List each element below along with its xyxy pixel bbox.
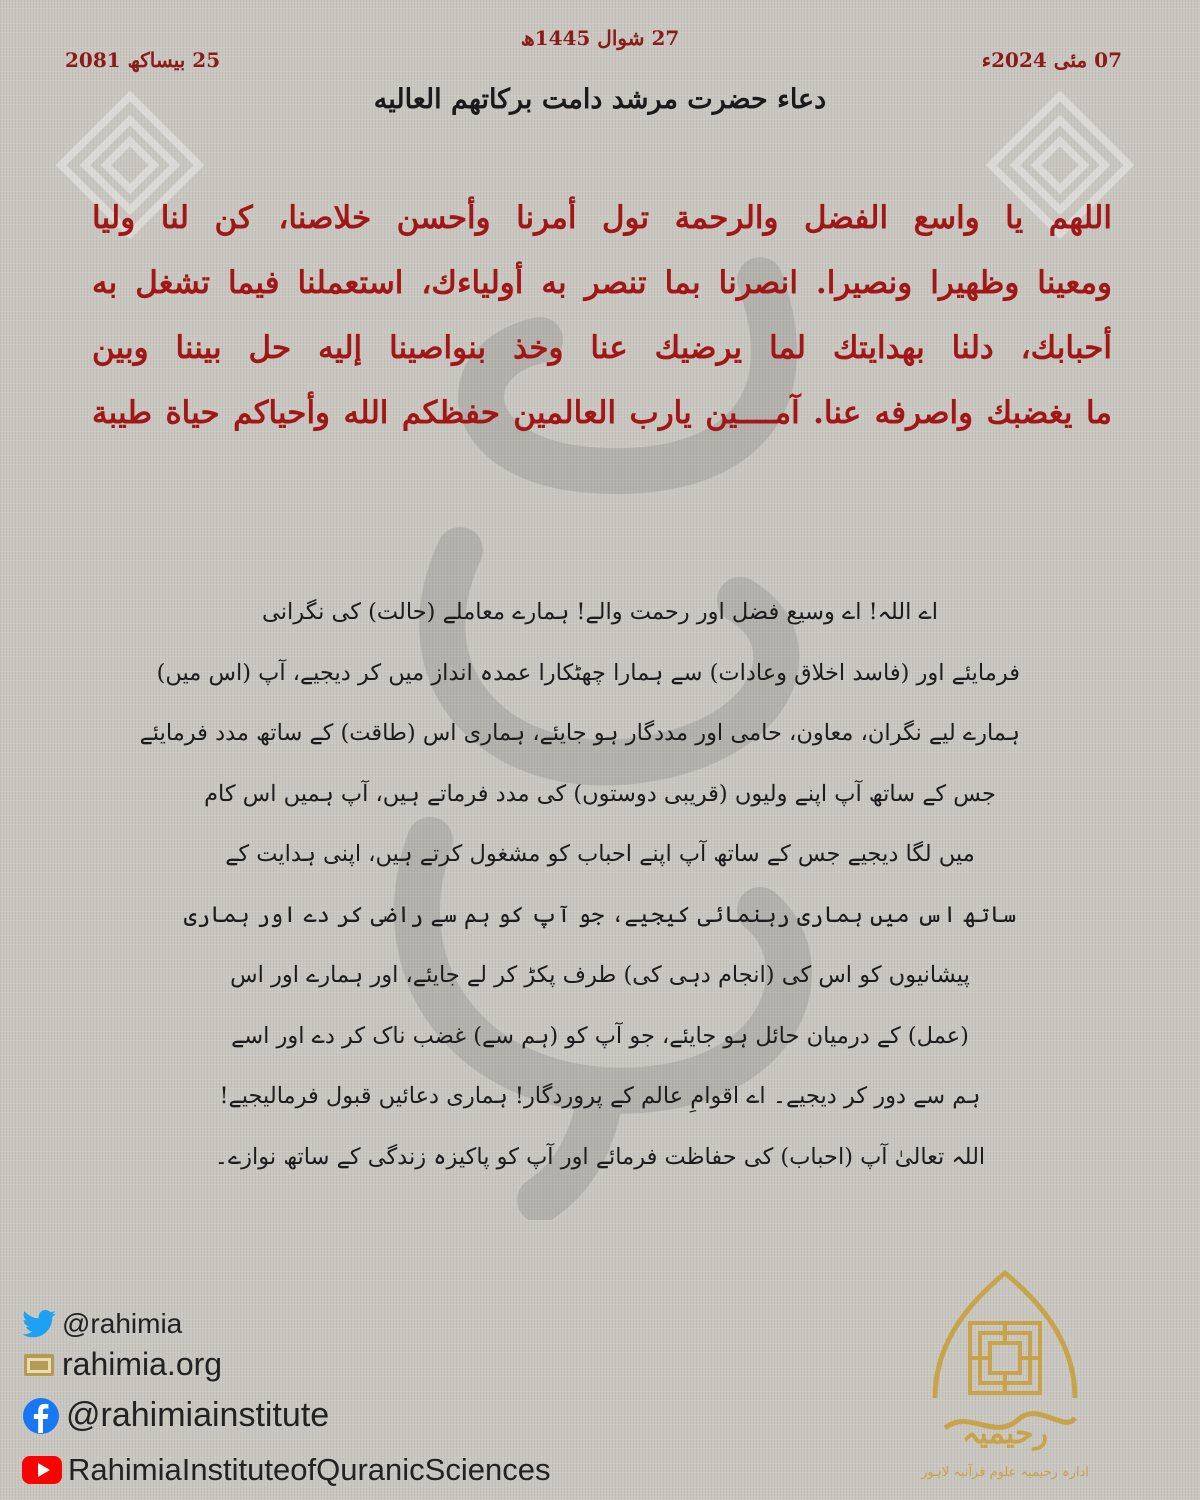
arabic-dua-line: ما يغضبك واصرفه عنا. آمــــين يارب العالمين حفظكم الله وأحياكم حياة طيبة bbox=[92, 395, 1112, 431]
logo-subtitle: ادارہ رحیمیہ علوم قرآنیہ لاہور bbox=[921, 1465, 1089, 1480]
urdu-line: جس کے ساتھ آپ اپنے ولیوں (قریبی دوستوں) کی مدد فرماتے ہیں، آپ ہمیں اس کام bbox=[204, 780, 996, 807]
urdu-line: اے اللہ! اے وسیع فضل اور رحمت والے! ہمارے معاملے (حالت) کی نگرانی bbox=[262, 599, 938, 625]
urdu-line: ہمارے لیے نگران، معاون، حامی اور مددگار ہو جایئے، ہماری اس (طاقت) کے ساتھ مدد فرمایئے bbox=[139, 720, 1020, 746]
arabic-dua bbox=[92, 186, 1112, 446]
facebook-handle: @rahimiainstitute bbox=[66, 1396, 330, 1434]
hijri-date: 27 شوال 1445ھ bbox=[520, 26, 680, 50]
urdu-line: پیشانیوں کو اس کی (انجام دہی کی) طرف پکڑ کر لے جایئے، اور ہمارے اور اس bbox=[230, 962, 970, 988]
website-link[interactable] bbox=[22, 1346, 222, 1383]
gregorian-date: 07 مئی 2024ء bbox=[981, 48, 1122, 72]
urdu-line: اللہ تعالیٰ آپ (احباب) کی حفاظت فرمائے اور آپ کو پاکیزہ زندگی کے ساتھ نوازے۔ bbox=[214, 1143, 986, 1170]
urdu-line: فرمایئے اور (فاسد اخلاق وعادات) سے ہمارا چھٹکارا عمدہ انداز میں کر دیجیے، آپ (اس میں) bbox=[156, 659, 1020, 686]
website-url: rahimia.org bbox=[62, 1346, 223, 1382]
twitter-icon bbox=[22, 1310, 56, 1338]
twitter-handle: @rahimia bbox=[62, 1308, 183, 1339]
youtube-icon bbox=[22, 1456, 62, 1484]
facebook-link[interactable] bbox=[22, 1396, 329, 1435]
website-icon bbox=[22, 1351, 56, 1379]
facebook-icon bbox=[22, 1397, 60, 1435]
urdu-translation bbox=[139, 582, 1020, 1187]
page-title: دعاء حضرت مرشد دامت برکاتهم العالیه bbox=[373, 84, 827, 115]
bikrami-date: 25 بیساکھ 2081 bbox=[65, 48, 221, 72]
urdu-line: میں لگا دیجیے جس کے ساتھ آپ اپنے احباب کو مشغول کرتے ہیں، اپنی ہدایت کے bbox=[225, 841, 975, 867]
logo-name: رحیمیہ bbox=[961, 1416, 1049, 1451]
rahimia-logo bbox=[915, 1268, 1095, 1488]
arabic-dua-line: اللهم يا واسع الفضل والرحمة تول أمرنا وأحسن خلاصنا، كن لنا وليا bbox=[92, 200, 1112, 236]
twitter-link[interactable] bbox=[22, 1308, 182, 1340]
youtube-link[interactable] bbox=[22, 1452, 550, 1488]
urdu-line: ہم سے دور کر دیجیے۔ اے اقوامِ عالم کے پروردگار! ہماری دعائیں قبول فرمالیجیے! bbox=[219, 1083, 981, 1109]
youtube-channel: RahimiaInstituteofQuranicSciences bbox=[68, 1452, 551, 1487]
arabic-dua-line: أحبابك، دلنا بهدايتك لما يرضيك عنا وخذ بنواصينا إليه حل بيننا وبين bbox=[92, 330, 1112, 366]
urdu-line: (عمل) کے درمیان حائل ہو جایئے، جو آپ کو (ہم سے) غضب ناک کر دے اور اسے bbox=[231, 1022, 969, 1049]
arabic-dua-line: ومعينا وظهيرا ونصيرا. انصرنا بما تنصر به أولياءك، استعملنا فيما تشغل به bbox=[92, 265, 1112, 301]
urdu-line: ساتھ اس میں ہماری رہنمائی کیجیے، جو آپ کو ہم سے راضی کر دے اور ہماری bbox=[183, 901, 1017, 928]
